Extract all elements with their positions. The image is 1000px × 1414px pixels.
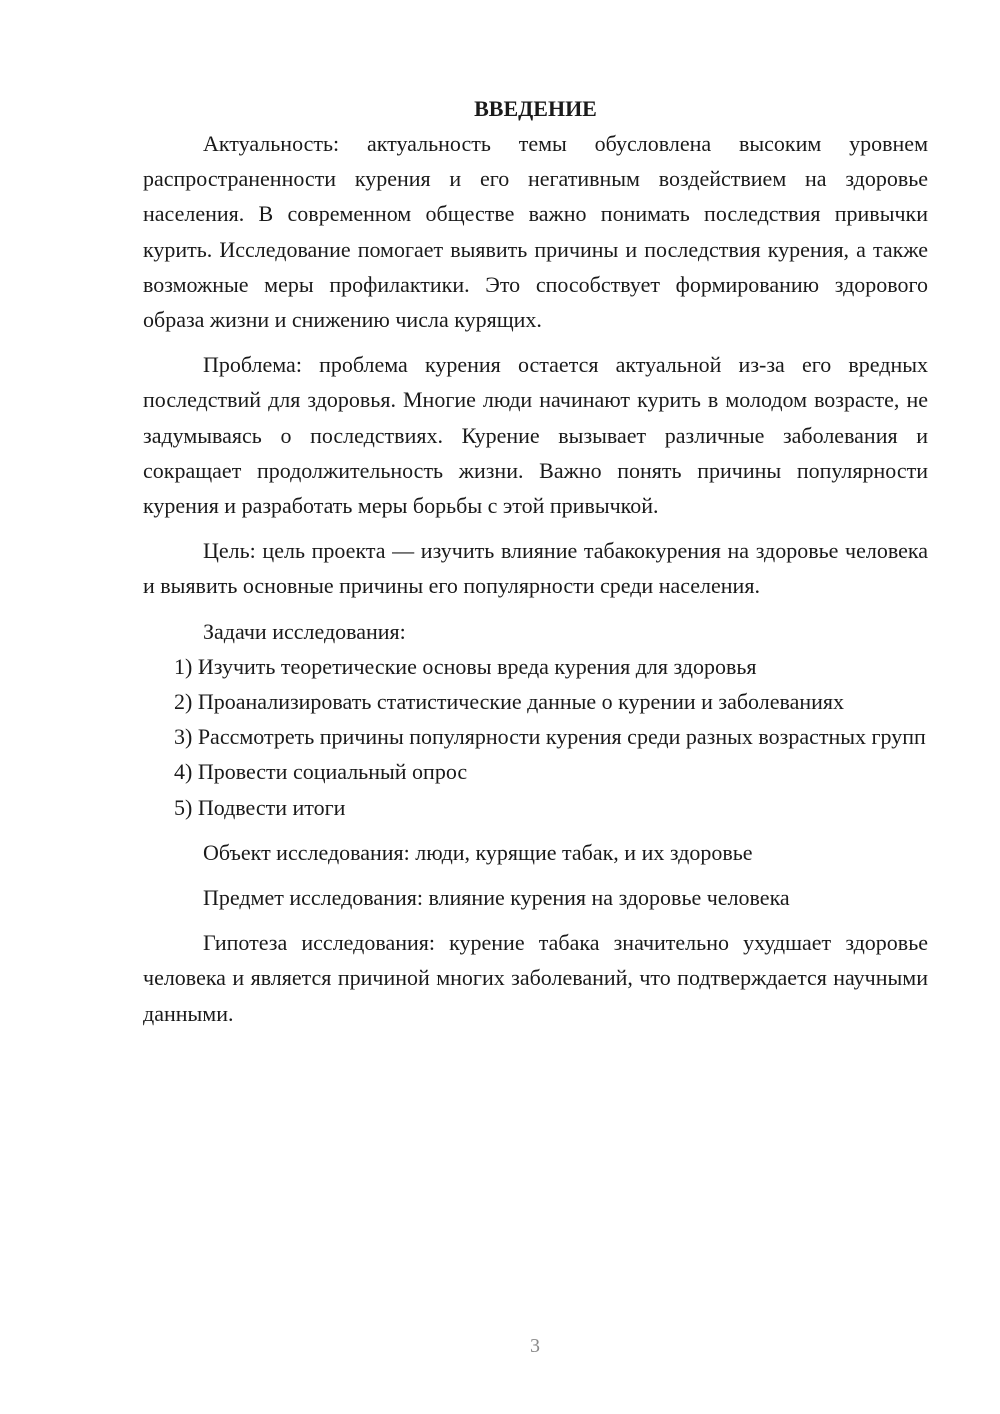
relevance-paragraph: Актуальность: актуальность темы обусловлена высоким уровнем распространенности курения и его негативным воздействием на здоровье населения. В современном обществе важно понимать последствия привычки курить. Исследование помогает выявить причины и последствия курения, а также возможные меры профилактики. Это способствует формированию здорового образа жизни и снижению числа курящих.: [143, 131, 928, 333]
research-subject: Предмет исследования: влияние курения на здоровье человека: [203, 885, 790, 911]
tasks-title: Задачи исследования:: [203, 618, 406, 644]
document-body: [143, 91, 928, 1031]
research-object: Объект исследования: люди, курящие табак, и их здоровье: [203, 839, 753, 865]
goal-paragraph: Цель: цель проекта — изучить влияние табакокурения на здоровье человека и выявить основные причины его популярности среди населения.: [143, 538, 928, 599]
task-item-2: 2) Проанализировать статистические данные о курении и заболеваниях: [174, 689, 845, 715]
task-item-5: 5) Подвести итоги: [174, 794, 346, 820]
page-number: 3: [530, 1335, 540, 1357]
section-heading: ВВЕДЕНИЕ: [474, 96, 597, 121]
research-hypothesis: Гипотеза исследования: курение табака значительно ухудшает здоровье человека и является причиной многих заболеваний, что подтверждается научными данными.: [143, 930, 928, 1026]
problem-paragraph: Проблема: проблема курения остается актуальной из-за его вредных последствий для здоровья. Многие люди начинают курить в молодом возрасте, не задумываясь о последствиях. Курение вызывает различные заболевания и сокращает продолжительность жизни. Важно понять причины популярности курения и разработать меры борьбы с этой привычкой.: [143, 352, 928, 519]
task-item-1: 1) Изучить теоретические основы вреда курения для здоровья: [174, 653, 757, 679]
task-item-4: 4) Провести социальный опрос: [174, 759, 468, 785]
task-item-3: 3) Рассмотреть причины популярности курения среди разных возрастных групп: [174, 724, 926, 750]
